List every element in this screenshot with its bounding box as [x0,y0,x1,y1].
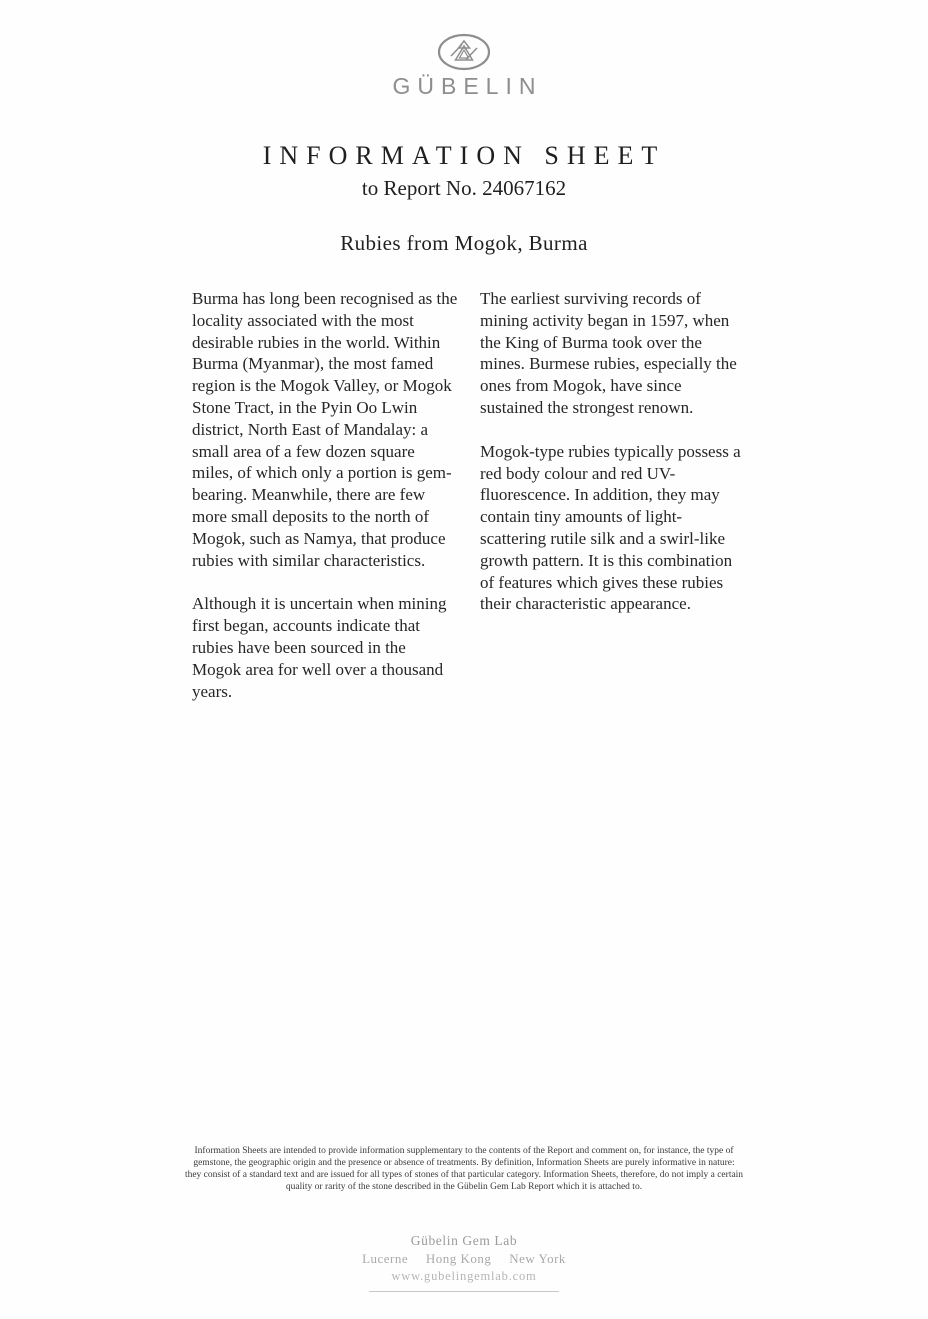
location-item: Hong Kong [425,1251,492,1266]
footer-rule [369,1291,559,1292]
disclaimer-text: Information Sheets are intended to provide information supplementary to the contents of the Report and comment on, for instance, the type of gemstone, the geographic origin and the presence or absence of treatments. By definition, Information Sheets are purely informative in nature: they consist of a standard text and are issued for all types of stones of that particular category. Information Sheets, therefore, do not imply a certain quality or rarity of the stone described in the Gübelin Gem Lab Report which it is attached to. [184,1146,744,1192]
brand-wordmark: GÜBELIN [392,73,543,99]
sheet-title: INFORMATION SHEET [262,141,666,170]
paragraph-right-1: The earliest surviving records of mining activity began in 1597, when the King of Burma took over the mines. Burmese rubies, especially the ones from Mogok, have since sustained the strongest renown. [480,289,737,417]
location-item: New York [509,1251,566,1266]
body-columns [192,288,746,724]
column-left [192,288,458,724]
report-number-line: to Report No. 24067162 [361,176,567,200]
subject-heading: Rubies from Mogok, Burma [340,231,588,255]
lab-name: Gübelin Gem Lab [410,1233,518,1248]
paragraph-right-2: Mogok-type rubies typically possess a red body colour and red UV-fluorescence. In addition, they may contain tiny amounts of light-scattering rutile silk and a swirl-like growth pattern. It is this combination of features which gives these rubies their characteristic appearance. [480,441,741,614]
paragraph-left-2: Although it is uncertain when mining first began, accounts indicate that rubies have been sourced in the Mogok area for well over a thousand years. [192,594,447,701]
lab-locations [0,1251,928,1267]
footer [0,1233,928,1292]
location-item: Lucerne [362,1251,409,1266]
brand-logo [0,33,928,100]
website-url: www.gubelingemlab.com [391,1269,537,1283]
gubelin-oval-emblem-icon [437,33,491,71]
paragraph-left-1: Burma has long been recognised as the locality associated with the most desirable rubies in the world. Within Burma (Myanmar), the most famed region is the Mogok Valley, or Mogok Stone Tract, in the Pyin Oo Lwin district, North East of Mandalay: a small area of a few dozen square miles, of which only a portion is gem-bearing. Meanwhile, there are few more small deposits to the north of Mogok, such as Namya, that produce rubies with similar characteristics. [192,289,458,570]
column-right [480,288,746,724]
